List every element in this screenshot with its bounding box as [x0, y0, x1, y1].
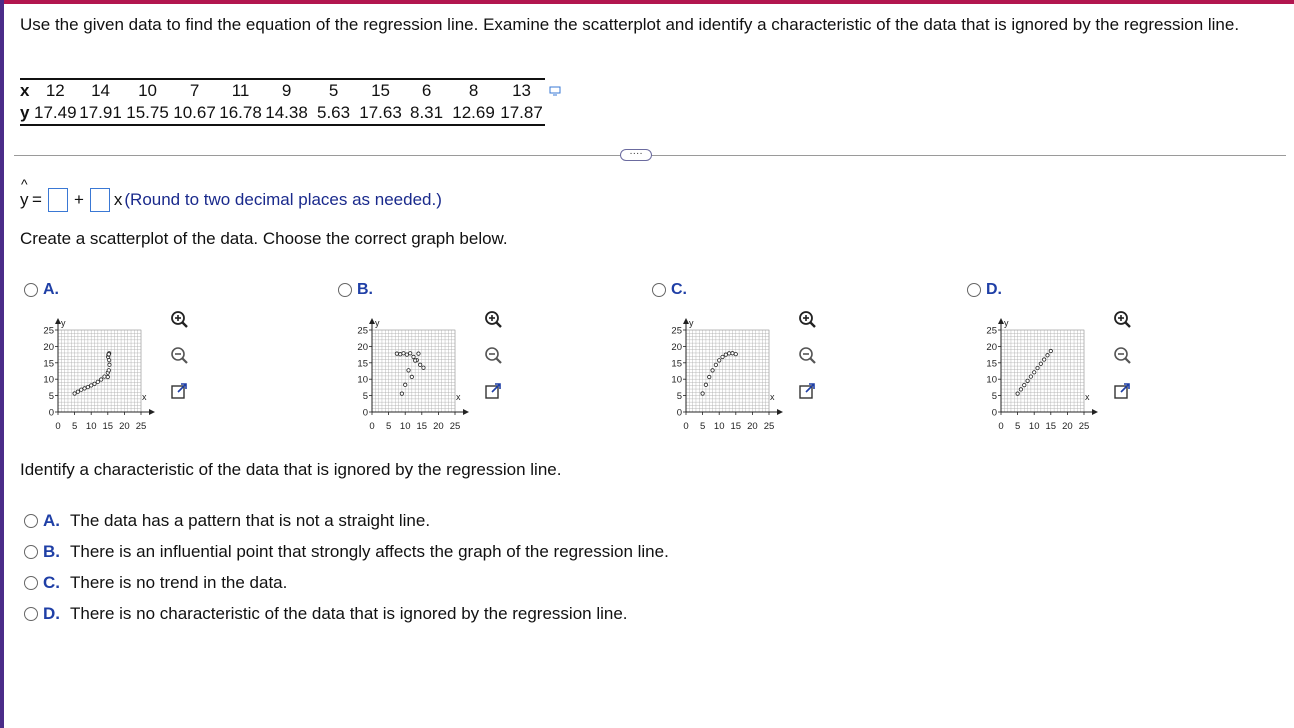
- data-point: [399, 353, 402, 356]
- plot-background: [686, 330, 769, 412]
- choice-letter: C.: [43, 573, 60, 592]
- x-tick-label: 5: [1014, 421, 1021, 432]
- y-axis-label: y: [1004, 318, 1009, 328]
- data-point: [410, 375, 413, 378]
- x-axis-arrow: [1092, 409, 1098, 415]
- x-cell: 6: [405, 79, 449, 102]
- x-cell: 15: [357, 79, 405, 102]
- y-header: y: [20, 102, 34, 125]
- y-cell: 12.69: [449, 102, 499, 125]
- x-cell: 13: [499, 79, 545, 102]
- y-row: [20, 102, 545, 125]
- choice-letter: D.: [43, 604, 60, 623]
- y-tick-label: 20: [986, 341, 997, 353]
- x-tick-label: 5: [699, 421, 706, 432]
- chart-svg: [652, 310, 792, 438]
- choice-text: There is an influential point that strongly affects the graph of the regression line.: [70, 542, 669, 561]
- y-tick-label: 25: [986, 325, 997, 337]
- data-point: [106, 375, 109, 378]
- x-tick-label: 20: [1062, 421, 1073, 432]
- data-point: [724, 353, 727, 356]
- plot-area: [671, 318, 783, 432]
- x-tick-label: 0: [998, 421, 1004, 432]
- scatterplot-a[interactable]: [24, 310, 164, 438]
- graph-option-c[interactable]: [652, 281, 687, 299]
- data-point: [86, 385, 89, 388]
- plus-sign: +: [73, 190, 84, 209]
- data-point: [408, 352, 411, 355]
- x-tick-label: 20: [747, 421, 758, 432]
- y-tick-label: 10: [357, 374, 368, 386]
- y-tick-label: 15: [43, 358, 54, 370]
- y-tick-label: 10: [43, 374, 54, 386]
- data-point: [731, 352, 734, 355]
- choice-text: There is no trend in the data.: [70, 573, 288, 592]
- x-axis-arrow: [149, 409, 155, 415]
- y-cell: 10.67: [171, 102, 219, 125]
- x-tick-label: 0: [369, 421, 375, 432]
- y-cell: 17.91: [77, 102, 125, 125]
- copy-table-icon[interactable]: [549, 85, 561, 97]
- open-external-icon[interactable]: [483, 381, 503, 401]
- data-point: [107, 369, 110, 372]
- radio-button[interactable]: [24, 607, 38, 621]
- open-external-icon[interactable]: [1112, 381, 1132, 401]
- zoom-in-icon[interactable]: [169, 309, 189, 329]
- zoom-in-icon[interactable]: [797, 309, 817, 329]
- option-letter: B.: [357, 281, 373, 298]
- radio-button[interactable]: [338, 283, 352, 297]
- y-tick-label: 5: [362, 391, 368, 403]
- x-axis-label: x: [142, 392, 147, 402]
- graph-option-b[interactable]: [338, 281, 373, 299]
- scatterplot-prompt: Create a scatterplot of the data. Choose the correct graph below.: [20, 229, 508, 248]
- x-axis-arrow: [777, 409, 783, 415]
- x-tick-label: 15: [102, 421, 114, 432]
- x-tick-label: 10: [85, 421, 97, 432]
- x-header: x: [20, 79, 34, 102]
- open-external-icon[interactable]: [797, 381, 817, 401]
- equals-sign: =: [32, 190, 42, 209]
- plot-area: [357, 318, 469, 432]
- data-point: [93, 382, 96, 385]
- chart-svg: [24, 310, 164, 438]
- data-point: [108, 363, 111, 366]
- intercept-input[interactable]: [48, 188, 68, 212]
- scatterplot-d[interactable]: [967, 310, 1107, 438]
- x-tick-label: 25: [763, 421, 775, 432]
- open-external-icon[interactable]: [169, 381, 189, 401]
- data-point: [418, 363, 421, 366]
- y-cell: 14.38: [263, 102, 311, 125]
- data-point: [107, 353, 110, 356]
- data-point: [417, 352, 420, 355]
- data-point: [718, 359, 721, 362]
- data-point: [1036, 366, 1039, 369]
- left-accent-bar: [0, 0, 4, 728]
- y-tick-label: 5: [48, 391, 54, 403]
- data-point: [103, 375, 106, 378]
- x-variable: x: [113, 190, 123, 209]
- plot-background: [58, 330, 141, 412]
- data-point: [1026, 379, 1029, 382]
- y-tick-label: 25: [671, 325, 682, 337]
- data-point: [708, 375, 711, 378]
- data-point: [1016, 392, 1019, 395]
- x-tick-label: 20: [433, 421, 444, 432]
- radio-button[interactable]: [24, 283, 38, 297]
- data-point: [90, 384, 93, 387]
- x-tick-label: 15: [730, 421, 742, 432]
- y-tick-label: 15: [671, 358, 682, 370]
- y-tick-label: 5: [676, 391, 682, 403]
- y-cell: 17.49: [34, 102, 77, 125]
- y-axis-label: y: [375, 318, 380, 328]
- y-tick-label: 0: [48, 407, 54, 419]
- y-tick-label: 25: [357, 325, 368, 337]
- choice-letter: B.: [43, 542, 60, 561]
- data-point: [727, 352, 730, 355]
- slope-input[interactable]: [90, 188, 110, 212]
- y-tick-label: 20: [43, 341, 54, 353]
- y-axis-label: y: [689, 318, 694, 328]
- y-tick-label: 15: [357, 358, 368, 370]
- graph-option-a[interactable]: [24, 281, 59, 299]
- y-tick-label: 0: [991, 407, 997, 419]
- x-tick-label: 20: [119, 421, 130, 432]
- scatterplot-c[interactable]: [652, 310, 792, 438]
- data-point: [405, 353, 408, 356]
- chart-svg: [338, 310, 478, 438]
- zoom-out-icon[interactable]: [797, 345, 817, 365]
- x-tick-label: 25: [1078, 421, 1090, 432]
- y-tick-label: 5: [991, 391, 997, 403]
- x-cell: 9: [263, 79, 311, 102]
- radio-button[interactable]: [967, 283, 981, 297]
- x-tick-label: 5: [385, 421, 392, 432]
- x-row: [20, 79, 545, 102]
- x-tick-label: 25: [449, 421, 461, 432]
- data-point: [413, 359, 416, 362]
- data-point: [1042, 358, 1045, 361]
- x-cell: 11: [219, 79, 263, 102]
- option-letter: D.: [986, 281, 1002, 298]
- y-tick-label: 0: [676, 407, 682, 419]
- hat-symbol: ^: [21, 176, 28, 192]
- y-hat: [20, 176, 30, 210]
- data-point: [1046, 354, 1049, 357]
- plot-background: [1001, 330, 1084, 412]
- plot-background: [372, 330, 455, 412]
- chart-svg: [967, 310, 1107, 438]
- x-tick-label: 0: [683, 421, 689, 432]
- data-point: [1033, 371, 1036, 374]
- x-cell: 7: [171, 79, 219, 102]
- x-tick-label: 10: [1028, 421, 1040, 432]
- question-text: Use the given data to find the equation of the regression line. Examine the scatterplot and identify a characteristic of the data that is ignored by the regression line.: [20, 15, 1240, 34]
- graph-option-d[interactable]: [967, 281, 1002, 299]
- data-point: [402, 352, 405, 355]
- zoom-in-icon[interactable]: [483, 309, 503, 329]
- expand-button[interactable]: ····: [620, 149, 652, 161]
- data-point: [96, 380, 99, 383]
- data-point: [1029, 375, 1032, 378]
- data-point: [412, 355, 415, 358]
- data-point: [407, 369, 410, 372]
- radio-button[interactable]: [652, 283, 666, 297]
- x-cell: 14: [77, 79, 125, 102]
- data-point: [99, 378, 102, 381]
- data-point: [701, 392, 704, 395]
- x-tick-label: 25: [135, 421, 147, 432]
- choice-c[interactable]: [24, 573, 287, 593]
- y-cell: 17.87: [499, 102, 545, 125]
- option-letter: C.: [671, 281, 687, 298]
- zoom-out-icon[interactable]: [1112, 345, 1132, 365]
- plot-area: [986, 318, 1098, 432]
- y-cell: 5.63: [311, 102, 357, 125]
- data-point: [721, 355, 724, 358]
- y-cell: 8.31: [405, 102, 449, 125]
- radio-button[interactable]: [24, 514, 38, 528]
- scatterplot-b[interactable]: [338, 310, 478, 438]
- x-cell: 5: [311, 79, 357, 102]
- choice-text: The data has a pattern that is not a straight line.: [70, 511, 431, 530]
- x-axis-label: x: [456, 392, 461, 402]
- choice-b[interactable]: [24, 542, 669, 562]
- choice-text: There is no characteristic of the data that is ignored by the regression line.: [70, 604, 628, 623]
- data-point: [422, 366, 425, 369]
- plot-area: [43, 318, 155, 432]
- data-point: [1019, 388, 1022, 391]
- x-tick-label: 10: [713, 421, 725, 432]
- y-axis-label: y: [61, 318, 66, 328]
- zoom-out-icon[interactable]: [169, 345, 189, 365]
- data-point: [1049, 349, 1052, 352]
- option-letter: A.: [43, 281, 59, 298]
- data-point: [395, 352, 398, 355]
- top-accent-bar: [0, 0, 1294, 4]
- x-tick-label: 10: [399, 421, 411, 432]
- x-tick-label: 0: [55, 421, 61, 432]
- x-axis-label: x: [1085, 392, 1090, 402]
- data-point: [734, 352, 737, 355]
- y-cell: 17.63: [357, 102, 405, 125]
- x-cell: 8: [449, 79, 499, 102]
- data-point: [714, 363, 717, 366]
- y-tick-label: 15: [986, 358, 997, 370]
- y-cell: 16.78: [219, 102, 263, 125]
- y-tick-label: 25: [43, 325, 54, 337]
- data-point: [1039, 362, 1042, 365]
- identify-prompt: Identify a characteristic of the data that is ignored by the regression line.: [20, 460, 562, 479]
- data-point: [404, 383, 407, 386]
- radio-button[interactable]: [24, 545, 38, 559]
- x-tick-label: 15: [416, 421, 428, 432]
- zoom-out-icon[interactable]: [483, 345, 503, 365]
- data-point: [704, 383, 707, 386]
- y-tick-label: 10: [671, 374, 682, 386]
- data-table: [20, 78, 545, 126]
- y-tick-label: 10: [986, 374, 997, 386]
- data-point: [73, 392, 76, 395]
- choice-a[interactable]: [24, 511, 430, 531]
- data-point: [80, 388, 83, 391]
- y-cell: 15.75: [125, 102, 171, 125]
- radio-button[interactable]: [24, 576, 38, 590]
- y-tick-label: 20: [671, 341, 682, 353]
- y-tick-label: 20: [357, 341, 368, 353]
- data-point: [711, 369, 714, 372]
- y-symbol: y: [20, 190, 29, 209]
- y-tick-label: 0: [362, 407, 368, 419]
- data-point: [400, 392, 403, 395]
- x-cell: 12: [34, 79, 77, 102]
- zoom-in-icon[interactable]: [1112, 309, 1132, 329]
- regression-equation: [20, 176, 442, 213]
- data-point: [1023, 383, 1026, 386]
- x-axis-arrow: [463, 409, 469, 415]
- x-axis-label: x: [770, 392, 775, 402]
- data-point: [76, 390, 79, 393]
- x-tick-label: 5: [71, 421, 78, 432]
- choice-letter: A.: [43, 511, 60, 530]
- choice-d[interactable]: [24, 604, 628, 624]
- x-cell: 10: [125, 79, 171, 102]
- x-tick-label: 15: [1045, 421, 1057, 432]
- rounding-note: (Round to two decimal places as needed.): [124, 190, 442, 209]
- data-point: [83, 387, 86, 390]
